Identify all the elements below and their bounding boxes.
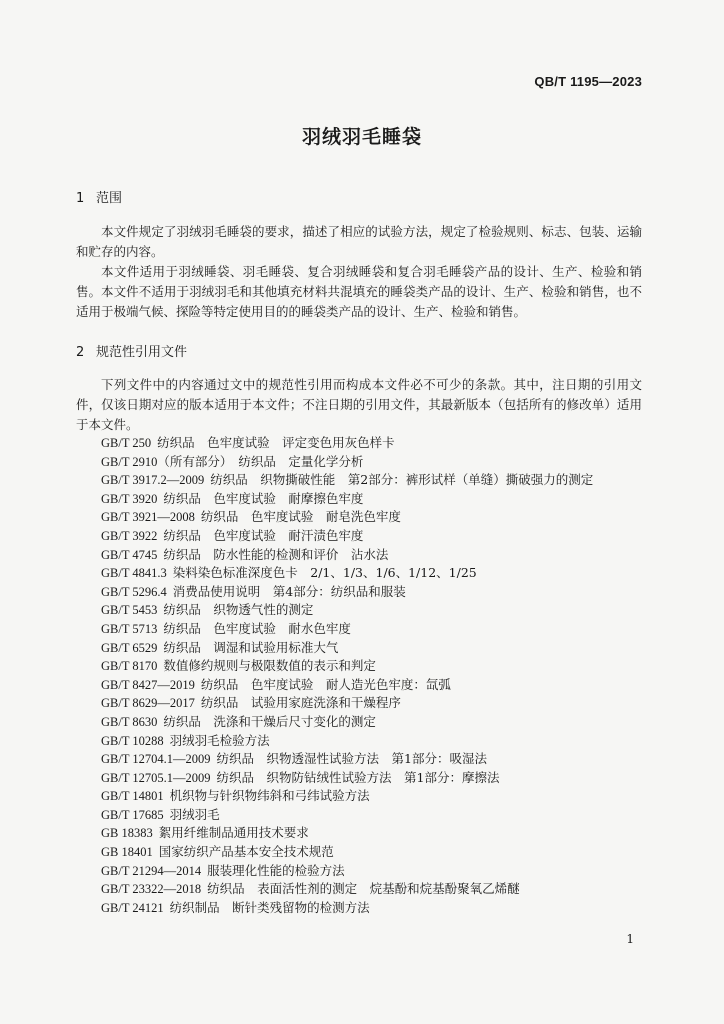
reference-code: GB/T 8427—2019 (101, 677, 195, 692)
reference-title: 纺织品 表面活性剂的测定 烷基酚和烷基酚聚氧乙烯醚 (207, 881, 520, 897)
reference-item (101, 750, 641, 769)
reference-code: GB/T 12704.1—2009 (101, 752, 211, 767)
reference-item (101, 527, 641, 546)
section-2-number: 2 (76, 345, 85, 360)
reference-item (101, 453, 641, 472)
reference-item (101, 713, 641, 732)
reference-title: 机织物与针织物纬斜和弓纬试验方法 (169, 788, 370, 804)
reference-title: 纺织品 织物透湿性试验方法 第1部分：吸湿法 (216, 751, 487, 767)
reference-item (101, 620, 641, 639)
reference-title: 纺织品 试验用家庭洗涤和干燥程序 (200, 695, 401, 711)
reference-title: 消费品使用说明 第4部分：纺织品和服装 (172, 583, 406, 599)
reference-item (101, 843, 641, 862)
reference-code: GB/T 14801 (101, 789, 164, 804)
section-1-heading (76, 187, 122, 206)
section-2-intro: 下列文件中的内容通过文中的规范性引用而构成本文件必不可少的条款。其中，注日期的引用文件，仅该日期对应的版本适用于本文件；不注日期的引用文件，其最新版本（包括所有的修改单）适用于本文件。 (76, 377, 642, 432)
reference-code: GB/T 3922 (101, 528, 158, 543)
reference-title: 纺织品 色牢度试验 耐皂洗色牢度 (200, 509, 401, 525)
reference-code: GB/T 6529 (101, 640, 158, 655)
reference-title: 纺织品 色牢度试验 耐汗渍色牢度 (163, 527, 364, 543)
section-2-heading (76, 341, 187, 360)
reference-item (101, 639, 641, 658)
reference-code: GB/T 5713 (101, 621, 158, 636)
reference-code: GB/T 5296.4 (101, 584, 167, 599)
reference-code: GB/T 3917.2—2009 (101, 473, 205, 488)
reference-code: GB/T 3921—2008 (101, 510, 195, 525)
reference-code: GB/T 21294—2014 (101, 863, 202, 878)
reference-code: GB/T 250 (101, 436, 152, 450)
reference-code: GB 18401 (101, 845, 153, 860)
reference-code: GB/T 4745 (101, 547, 158, 562)
reference-title: 国家纺织产品基本安全技术规范 (158, 844, 334, 860)
section-1-paragraph-3: 本文件不适用于羽绒羽毛和其他填充材料共混填充的睡袋类产品的设计、生产、检验和销售，也不适用于极端气候、探险等特定使用目的的睡袋类产品的设计、生产、检验和销售。 (76, 284, 642, 319)
reference-item (101, 862, 641, 881)
reference-code: GB/T 24121 (101, 900, 164, 915)
reference-item (101, 657, 641, 676)
reference-title: 纺织品 色牢度试验 耐摩擦色牢度 (163, 490, 364, 506)
reference-code: GB/T 4841.3 (101, 566, 167, 581)
reference-item (101, 769, 641, 788)
reference-code: GB/T 10288 (101, 733, 164, 748)
reference-title: 纺织品 色牢度试验 评定变色用灰色样卡 (157, 435, 395, 450)
reference-title: 纺织品 调湿和试验用标准大气 (163, 639, 339, 655)
reference-item (101, 434, 641, 453)
reference-title: 数值修约规则与极限数值的表示和判定 (163, 658, 376, 674)
reference-code: GB/T 8629—2017 (101, 696, 195, 711)
reference-code: GB 18383 (101, 826, 153, 841)
reference-code: GB/T 3920 (101, 491, 158, 506)
reference-title: 羽绒羽毛检验方法 (169, 732, 270, 748)
reference-item (101, 694, 641, 713)
reference-item (101, 508, 641, 527)
reference-item (101, 880, 641, 899)
reference-item (101, 899, 641, 918)
reference-title: 纺织品 织物撕破性能 第2部分：裤形试样（单缝）撕破强力的测定 (210, 472, 594, 488)
page-number: 1 (626, 932, 634, 946)
reference-code: GB/T 23322—2018 (101, 882, 202, 897)
reference-item (101, 676, 641, 695)
reference-item (101, 471, 641, 490)
reference-title: 纺织品 洗涤和干燥后尺寸变化的测定 (163, 713, 376, 729)
reference-item (101, 787, 641, 806)
reference-title: 羽绒羽毛 (169, 806, 220, 822)
section-1-paragraph-2: 本文件适用于羽绒睡袋、羽毛睡袋、复合羽绒睡袋和复合羽毛睡袋产品的设计、生产、检验和销售。 (76, 264, 642, 299)
reference-title: 纺织品 织物防钻绒性试验方法 第1部分：摩擦法 (216, 769, 500, 785)
reference-item (101, 546, 641, 565)
reference-list (101, 434, 641, 917)
reference-title: 纺织品 定量化学分析 (238, 453, 364, 469)
reference-title: 纺织品 色牢度试验 耐人造光色牢度：氙弧 (200, 676, 451, 692)
reference-item (101, 583, 641, 602)
reference-code: GB/T 12705.1—2009 (101, 770, 211, 785)
reference-title: 纺织制品 断针类残留物的检测方法 (169, 899, 370, 915)
document-title: 羽绒羽毛睡袋 (301, 126, 422, 148)
reference-title: 纺织品 织物透气性的测定 (163, 602, 314, 618)
reference-item (101, 601, 641, 620)
reference-code: GB/T 8630 (101, 714, 158, 729)
section-1-number: 1 (76, 191, 85, 206)
reference-item (101, 490, 641, 509)
reference-code: GB/T 8170 (101, 659, 158, 674)
reference-title: 纺织品 色牢度试验 耐水色牢度 (163, 620, 351, 636)
reference-code: GB/T 2910（所有部分） (101, 454, 233, 469)
reference-title: 絮用纤维制品通用技术要求 (158, 825, 309, 841)
reference-item (101, 564, 641, 583)
reference-title: 纺织品 防水性能的检测和评价 沾水法 (163, 546, 389, 562)
reference-item (101, 732, 641, 751)
reference-code: GB/T 5453 (101, 603, 158, 618)
reference-item (101, 824, 641, 843)
section-1-title: 范围 (96, 191, 123, 206)
reference-title: 服装理化性能的检验方法 (207, 862, 345, 878)
reference-item (101, 806, 641, 825)
section-2-title: 规范性引用文件 (96, 345, 188, 360)
reference-title: 染料染色标准深度色卡 2/1、1/3、1/6、1/12、1/25 (172, 565, 477, 581)
reference-code: GB/T 17685 (101, 807, 164, 822)
document-number: QB/T 1195—2023 (534, 74, 642, 89)
section-1-paragraph-1: 本文件规定了羽绒羽毛睡袋的要求，描述了相应的试验方法，规定了检验规则、标志、包装、运输和贮存的内容。 (76, 224, 642, 259)
